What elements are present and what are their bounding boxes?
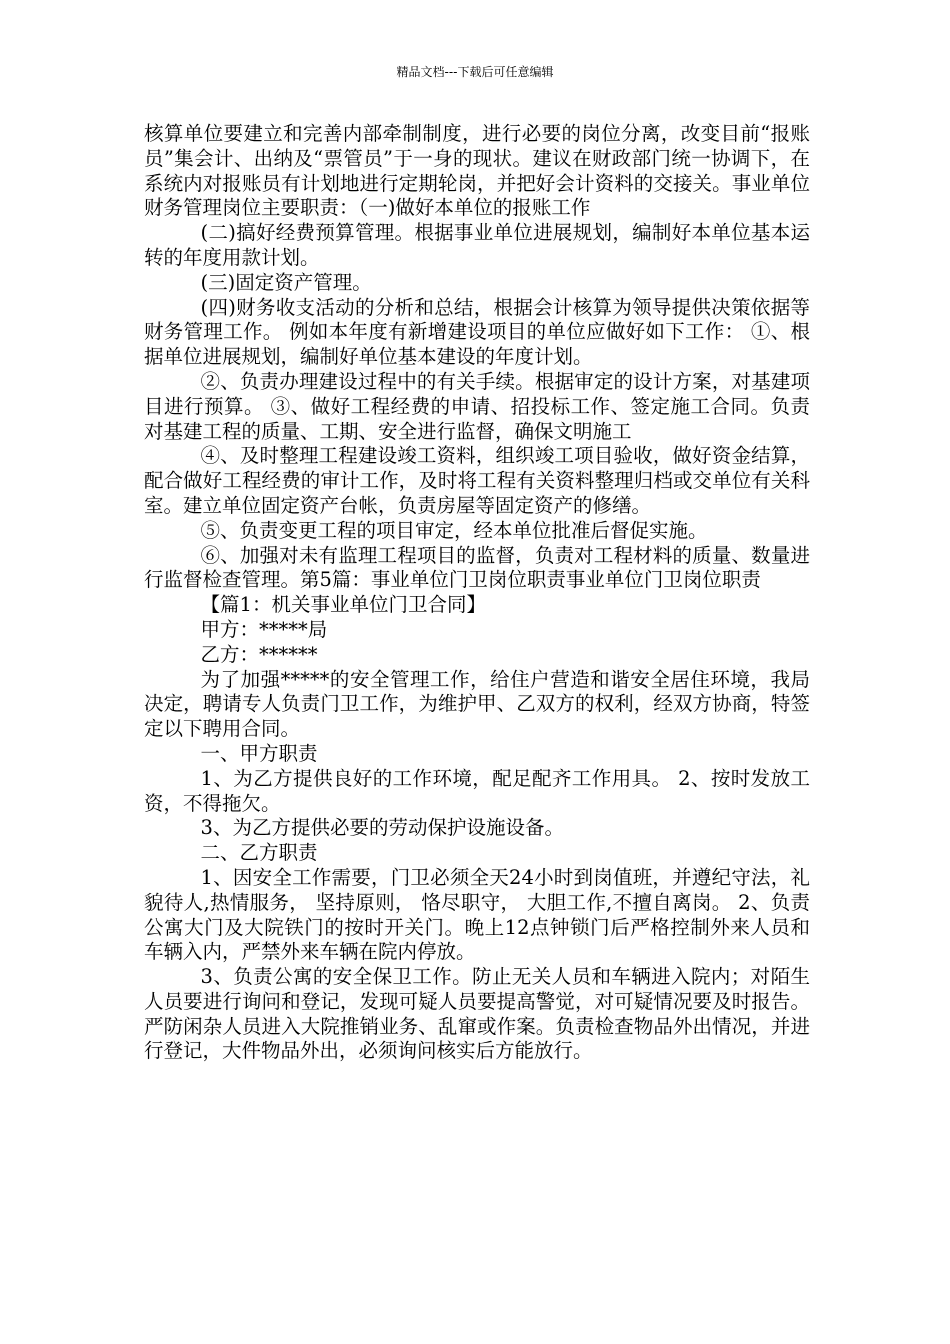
paragraph: 1、因安全工作需要，门卫必须全天24小时到岗值班，并遵纪守法，礼貌待人,热情服务， 坚持原则， 恪尽职守， 大胆工作,不擅自离岗。 2、负责公寓大门及大院铁门的按时开关门。晚上12点钟锁门后严格控制外来人员和车辆入内，严禁外来车辆在院内停放。 [144, 865, 810, 964]
paragraph: 为了加强*****的安全管理工作，给住户营造和谐安全居住环境，我局决定，聘请专人负责门卫工作，为维护甲、乙双方的权利，经双方协商，特签定以下聘用合同。 [144, 667, 810, 741]
section-heading: 一、甲方职责 [200, 741, 318, 765]
paragraph: 3、为乙方提供必要的劳动保护设施设备。 [200, 816, 564, 840]
paragraph: ⑥、加强对未有监理工程项目的监督，负责对工程材料的质量、数量进行监督检查管理。第5篇：事业单位门卫岗位职责事业单位门卫岗位职责 [144, 543, 810, 592]
paragraph: 核算单位要建立和完善内部牵制制度，进行必要的岗位分离，改变目前“报账员”集会计、出纳及“票管员”于一身的现状。建议在财政部门统一协调下，在系统内对报账员有计划地进行定期轮岗，并把好会计资料的交接关。事业单位财务管理岗位主要职责：（一)做好本单位的报账工作 [144, 122, 810, 220]
document-body [144, 122, 810, 1064]
party-b-line: 乙方：****** [200, 642, 318, 666]
party-a-line: 甲方：*****局 [200, 617, 328, 641]
paragraph: 3、负责公寓的安全保卫工作。防止无关人员和车辆进入院内；对陌生人员要进行询问和登记，发现可疑人员要提高警觉，对可疑情况要及时报告。严防闲杂人员进入大院推销业务、乱窜或作案。负责检查物品外出情况，并进行登记，大件物品外出，必须询问核实后方能放行。 [144, 965, 810, 1063]
paragraph: ⑤、负责变更工程的项目审定，经本单位批准后督促实施。 [200, 518, 708, 542]
paragraph: ②、负责办理建设过程中的有关手续。根据审定的设计方案，对基建项目进行预算。 ③、做好工程经费的申请、招投标工作、签定施工合同。负责对基建工程的质量、工期、安全进行监督，确保文明施工 [144, 369, 810, 443]
page-header: 精品文档---下载后可任意编辑 [396, 65, 554, 79]
paragraph: (四)财务收支活动的分析和总结，根据会计核算为领导提供决策依据等财务管理工作。 例如本年度有新增建设项目的单位应做好如下工作： ①、根据单位进展规划，编制好单位基本建设的年度计划。 [144, 295, 810, 369]
paragraph: (二)搞好经费预算管理。根据事业单位进展规划，编制好本单位基本运转的年度用款计划。 [144, 221, 810, 269]
paragraph: (三)固定资产管理。 [200, 270, 372, 294]
paragraph: 1、为乙方提供良好的工作环境，配足配齐工作用具。 2、按时发放工资，不得拖欠。 [144, 766, 810, 815]
section-heading: 二、乙方职责 [200, 841, 318, 865]
paragraph: ④、及时整理工程建设竣工资料，组织竣工项目验收，做好资金结算，配合做好工程经费的审计工作，及时将工程有关资料整理归档或交单位有关科室。建立单位固定资产台帐，负责房屋等固定资产的修缮。 [144, 444, 810, 517]
section-heading: 【篇1：机关事业单位门卫合同】 [200, 593, 486, 617]
